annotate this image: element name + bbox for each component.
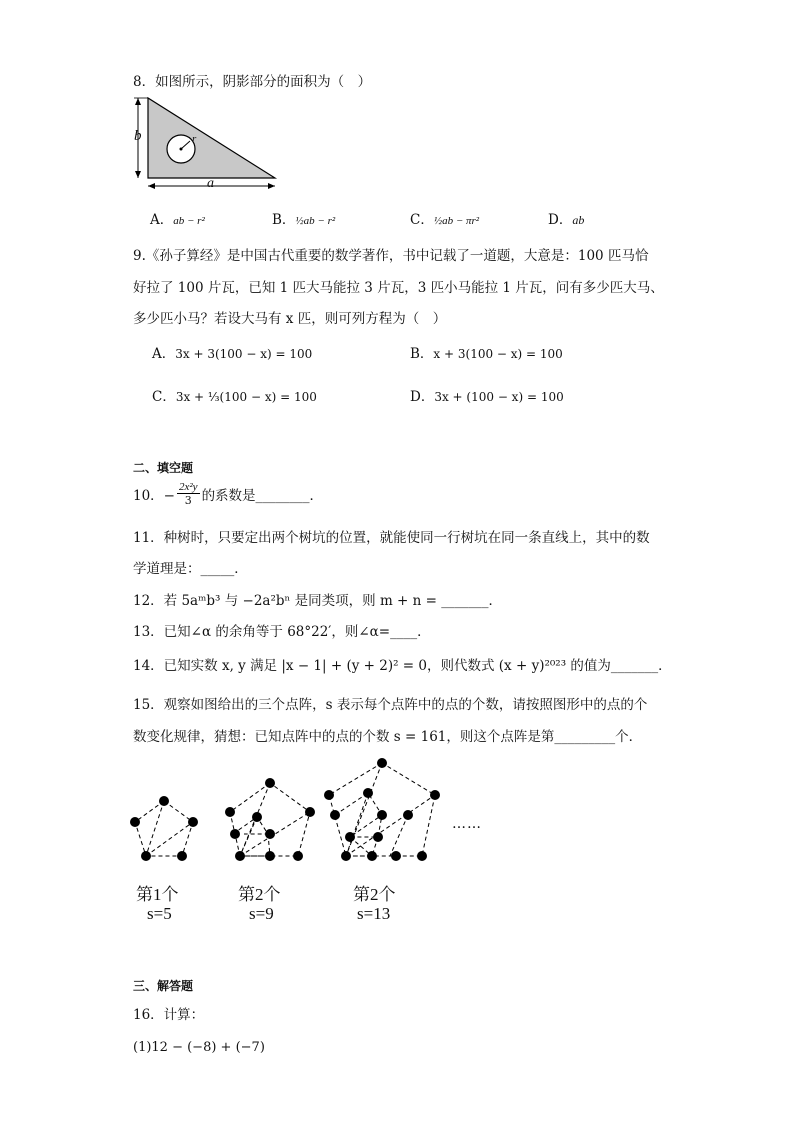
- q9-option-c: C．3x + ⅓(100 − x) = 100: [152, 389, 317, 405]
- lattice-2-count: s=9: [249, 904, 274, 923]
- lattice-1-name: 第1个: [136, 885, 179, 904]
- lattice-2-name: 第2个: [238, 885, 281, 904]
- label-b: b: [134, 128, 142, 144]
- lattice-3-name: 第2个: [353, 885, 396, 904]
- q13: 13．已知∠α 的余角等于 68°22′，则∠α=____．: [133, 624, 431, 640]
- lattice-dot: [377, 810, 387, 820]
- lattice-dot: [293, 851, 303, 861]
- lattice-dot: [373, 832, 383, 842]
- q14: 14．已知实数 x, y 满足 |x − 1| + (y + 2)² = 0，则代数式 (x + y)²⁰²³ 的值为_______．: [133, 658, 672, 674]
- lattice-dot: [391, 851, 401, 861]
- lattice-3: [324, 758, 440, 861]
- q10: 10．− $\frac{\text{2x²y}}{3}$ 的系数是________．: [133, 481, 324, 507]
- lattice-dot: [265, 778, 275, 788]
- q11-line1: 11．种树时，只要定出两个树坑的位置，就能使同一行树坑在同一条直线上，其中的数: [133, 530, 650, 546]
- lattice-ellipsis: ……: [452, 816, 482, 832]
- section-2-heading: 二、填空题: [133, 461, 194, 475]
- lattice-dot: [363, 788, 373, 798]
- lattice-dot: [330, 810, 340, 820]
- lattice-dot: [324, 790, 334, 800]
- q16-stem: 16．计算：: [133, 1007, 205, 1023]
- q9-line2: 好拉了 100 片瓦，已知 1 匹大马能拉 3 片瓦，3 匹小马能拉 1 片瓦，问有多少匹大马、: [133, 280, 664, 296]
- lattice-dot: [141, 851, 151, 861]
- lattice-dot: [265, 851, 275, 861]
- lattice-dot: [341, 851, 351, 861]
- lattice-1: [130, 796, 198, 861]
- label-r: r: [192, 133, 197, 145]
- q9-option-a: A．3x + 3(100 − x) = 100: [152, 346, 313, 362]
- label-a: a: [207, 176, 214, 191]
- q11-line2: 学道理是：_____．: [133, 561, 248, 577]
- q15-line2: 数变化规律，猜想：已知点阵中的点的个数 s = 161，则这个点阵是第_________个．: [133, 729, 643, 745]
- section-3-heading: 三、解答题: [133, 979, 194, 993]
- lattice-dot: [265, 829, 275, 839]
- lattice-dot: [252, 812, 262, 822]
- lattice-3-count: s=13: [357, 904, 391, 923]
- lattice-dot: [345, 832, 355, 842]
- lattice-dot: [417, 851, 427, 861]
- lattice-dot: [230, 829, 240, 839]
- q8-option-a: A．ab − r²: [150, 212, 205, 228]
- lattice-dot: [130, 817, 140, 827]
- lattice-1-count: s=5: [147, 904, 172, 923]
- q8-option-b: B．½ab − r²: [272, 212, 336, 228]
- lattice-dot: [159, 796, 169, 806]
- lattice-dot: [305, 807, 315, 817]
- lattice-dot: [430, 790, 440, 800]
- q9-option-d: D．3x + (100 − x) = 100: [410, 389, 564, 405]
- lattice-2: [225, 778, 315, 861]
- q16-part1: (1)12 − (−8) + (−7): [133, 1040, 265, 1055]
- q12: 12．若 5aᵐb³ 与 −2a²bⁿ 是同类项，则 m + n = _______．: [133, 593, 502, 609]
- lattice-dot: [188, 817, 198, 827]
- q15-line1: 15．观察如图给出的三个点阵，s 表示每个点阵中的点的个数，请按照图形中的点的个: [133, 697, 648, 713]
- lattice-dot: [177, 851, 187, 861]
- q8-option-d: D．ab: [548, 212, 585, 228]
- q9-line1: 9.《孙子算经》是中国古代重要的数学著作，书中记载了一道题，大意是：100 匹马恰: [133, 248, 649, 264]
- q10-fraction: $\frac{\text{2x²y}}{3}$: [179, 481, 198, 507]
- q9-option-b: B．x + 3(100 − x) = 100: [410, 346, 563, 362]
- q9-line3: 多少匹小马？若设大马有 x 匹，则可列方程为（ ）: [133, 311, 447, 327]
- shaded-triangle: [148, 98, 275, 178]
- lattice-dot: [367, 851, 377, 861]
- lattice-dot: [377, 758, 387, 768]
- lattice-dot: [225, 807, 235, 817]
- dot-lattice-figure: [120, 745, 500, 870]
- lattice-dot: [235, 851, 245, 861]
- lattice-dot: [403, 810, 413, 820]
- q8-stem: 8．如图所示，阴影部分的面积为（ ）: [133, 74, 372, 90]
- q8-option-c: C．½ab − πr²: [410, 212, 480, 228]
